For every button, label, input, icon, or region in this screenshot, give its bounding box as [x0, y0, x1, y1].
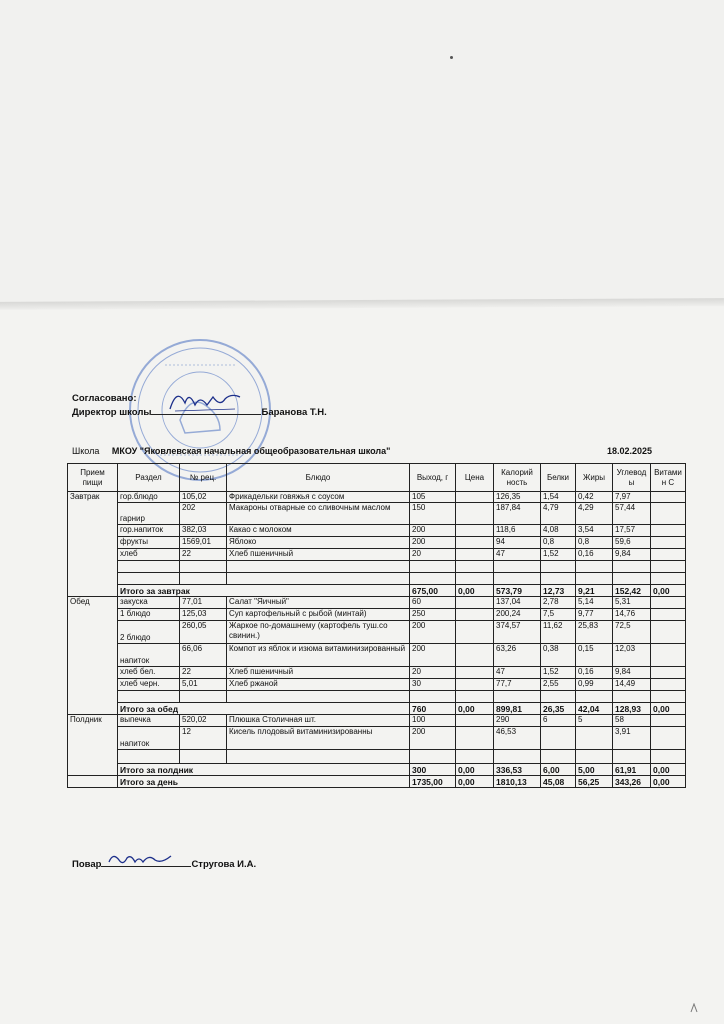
price-cell: [456, 537, 494, 549]
carb-cell: 17,57: [613, 525, 651, 537]
output-cell: 675,00: [410, 585, 456, 597]
table-row: [68, 597, 686, 609]
col-header: Раздел: [118, 464, 180, 492]
carb-cell: 61,91: [613, 764, 651, 776]
cook-signature: [105, 848, 175, 870]
dish-cell: Яблоко: [227, 537, 410, 549]
protein-cell: 1,54: [541, 492, 576, 503]
fat-cell: 0,16: [576, 667, 613, 679]
section-cell: закуска: [118, 597, 180, 609]
kcal-cell: 200,24: [494, 609, 541, 621]
kcal-cell: 77,7: [494, 679, 541, 691]
section-cell: хлеб: [118, 549, 180, 561]
kcal-cell: 47: [494, 667, 541, 679]
vitamin-cell: [651, 727, 686, 750]
output-cell: 20: [410, 667, 456, 679]
price-cell: 0,00: [456, 776, 494, 788]
section-cell: хлеб бел.: [118, 667, 180, 679]
protein-cell: 12,73: [541, 585, 576, 597]
price-cell: [456, 492, 494, 503]
price-cell: [456, 609, 494, 621]
output-cell: 30: [410, 679, 456, 691]
kcal-cell: 899,81: [494, 703, 541, 715]
protein-cell: 2,78: [541, 597, 576, 609]
dish-cell: Плюшка Столичная шт.: [227, 715, 410, 727]
section-cell: хлеб черн.: [118, 679, 180, 691]
output-cell: 760: [410, 703, 456, 715]
empty-row: [68, 561, 686, 573]
table-row: [68, 727, 686, 750]
recipe-cell: 5,01: [180, 679, 227, 691]
col-header: Выход, г: [410, 464, 456, 492]
carb-cell: 128,93: [613, 703, 651, 715]
total-label: Итого за обед: [118, 703, 410, 715]
protein-cell: 0,8: [541, 537, 576, 549]
recipe-cell: 77,01: [180, 597, 227, 609]
vitamin-cell: [651, 597, 686, 609]
recipe-cell: 105,02: [180, 492, 227, 503]
vitamin-cell: [651, 609, 686, 621]
section-cell: 2 блюдо: [118, 621, 180, 644]
fat-cell: 9,21: [576, 585, 613, 597]
table-row: [68, 667, 686, 679]
carb-cell: 152,42: [613, 585, 651, 597]
protein-cell: 4,08: [541, 525, 576, 537]
kcal-cell: 94: [494, 537, 541, 549]
total-row: [68, 585, 686, 597]
empty-row: [68, 750, 686, 764]
table-row: [68, 609, 686, 621]
protein-cell: [541, 727, 576, 750]
section-cell: фрукты: [118, 537, 180, 549]
output-cell: 60: [410, 597, 456, 609]
price-cell: 0,00: [456, 703, 494, 715]
section-cell: гор.блюдо: [118, 492, 180, 503]
protein-cell: 45,08: [541, 776, 576, 788]
cook-label: Повар: [72, 859, 102, 870]
output-cell: 200: [410, 525, 456, 537]
col-header: № рец.: [180, 464, 227, 492]
recipe-cell: 66,06: [180, 644, 227, 667]
table-row: [68, 549, 686, 561]
carb-cell: 14,49: [613, 679, 651, 691]
recipe-cell: 1569,01: [180, 537, 227, 549]
vitamin-cell: [651, 492, 686, 503]
price-cell: [456, 667, 494, 679]
output-cell: 200: [410, 621, 456, 644]
price-cell: [456, 597, 494, 609]
price-cell: 0,00: [456, 764, 494, 776]
section-cell: 1 блюдо: [118, 609, 180, 621]
col-header: Углевод ы: [613, 464, 651, 492]
meal-name: Полдник: [68, 715, 118, 776]
kcal-cell: 1810,13: [494, 776, 541, 788]
dish-cell: Хлеб пшеничный: [227, 667, 410, 679]
dish-cell: Жаркое по-домашнему (картофель туш.со свинин.): [227, 621, 410, 644]
carb-cell: 12,03: [613, 644, 651, 667]
col-header: Прием пищи: [68, 464, 118, 492]
director-name: Баранова Т.Н.: [261, 407, 327, 418]
table-row: [68, 537, 686, 549]
kcal-cell: 47: [494, 549, 541, 561]
dish-cell: Кисель плодовый витаминизированны: [227, 727, 410, 750]
protein-cell: 26,35: [541, 703, 576, 715]
output-cell: 300: [410, 764, 456, 776]
kcal-cell: 63,26: [494, 644, 541, 667]
carb-cell: 9,84: [613, 549, 651, 561]
total-row: [68, 703, 686, 715]
protein-cell: 1,52: [541, 667, 576, 679]
carb-cell: 57,44: [613, 503, 651, 525]
fat-cell: 42,04: [576, 703, 613, 715]
vitamin-cell: [651, 644, 686, 667]
empty-row: [68, 573, 686, 585]
col-header: Цена: [456, 464, 494, 492]
price-cell: [456, 503, 494, 525]
col-header: Витами н С: [651, 464, 686, 492]
protein-cell: 1,52: [541, 549, 576, 561]
recipe-cell: 520,02: [180, 715, 227, 727]
table-row: [68, 503, 686, 525]
approval-title: Согласовано:: [72, 393, 137, 404]
carb-cell: 59,6: [613, 537, 651, 549]
fat-cell: 3,54: [576, 525, 613, 537]
price-cell: [456, 679, 494, 691]
kcal-cell: 336,53: [494, 764, 541, 776]
carb-cell: 5,31: [613, 597, 651, 609]
protein-cell: 11,62: [541, 621, 576, 644]
carb-cell: 3,91: [613, 727, 651, 750]
protein-cell: 6: [541, 715, 576, 727]
school-label: Школа: [72, 446, 100, 456]
vitamin-cell: 0,00: [651, 776, 686, 788]
price-cell: [456, 727, 494, 750]
fat-cell: 5,00: [576, 764, 613, 776]
table-row: [68, 644, 686, 667]
recipe-cell: 125,03: [180, 609, 227, 621]
table-row: [68, 715, 686, 727]
director-signature: [165, 385, 245, 415]
fat-cell: 0,8: [576, 537, 613, 549]
dish-cell: Компот из яблок и изюма витаминизированный: [227, 644, 410, 667]
output-cell: 150: [410, 503, 456, 525]
carb-cell: 343,26: [613, 776, 651, 788]
price-cell: [456, 621, 494, 644]
carb-cell: 7,97: [613, 492, 651, 503]
total-label: Итого за день: [118, 776, 410, 788]
total-label: Итого за полдник: [118, 764, 410, 776]
vitamin-cell: 0,00: [651, 764, 686, 776]
fat-cell: 56,25: [576, 776, 613, 788]
speck: [450, 56, 453, 59]
vitamin-cell: [651, 549, 686, 561]
dish-cell: Суп картофельный с рыбой (минтай): [227, 609, 410, 621]
cook-name: Стругова И.А.: [191, 859, 257, 870]
dish-cell: Салат "Яичный": [227, 597, 410, 609]
fat-cell: 5: [576, 715, 613, 727]
price-cell: 0,00: [456, 585, 494, 597]
corner-mark: [690, 1003, 698, 1013]
price-cell: [456, 644, 494, 667]
section-cell: гор.напиток: [118, 525, 180, 537]
total-row: [68, 764, 686, 776]
kcal-cell: 290: [494, 715, 541, 727]
director-label: Директор школы: [72, 407, 152, 418]
fat-cell: 25,83: [576, 621, 613, 644]
menu-date: 18.02.2025: [607, 446, 653, 456]
kcal-cell: 573,79: [494, 585, 541, 597]
protein-cell: 7,5: [541, 609, 576, 621]
recipe-cell: 22: [180, 549, 227, 561]
table-row: [68, 492, 686, 503]
vitamin-cell: [651, 715, 686, 727]
kcal-cell: 126,35: [494, 492, 541, 503]
recipe-cell: 22: [180, 667, 227, 679]
fat-cell: 4,29: [576, 503, 613, 525]
price-cell: [456, 715, 494, 727]
vitamin-cell: 0,00: [651, 703, 686, 715]
protein-cell: 0,38: [541, 644, 576, 667]
vitamin-cell: 0,00: [651, 585, 686, 597]
kcal-cell: 374,57: [494, 621, 541, 644]
output-cell: 200: [410, 727, 456, 750]
col-header: Белки: [541, 464, 576, 492]
output-cell: 200: [410, 644, 456, 667]
col-header: Калорий ность: [494, 464, 541, 492]
day-total-row: [68, 776, 686, 788]
col-header: Блюдо: [227, 464, 410, 492]
kcal-cell: 46,53: [494, 727, 541, 750]
vitamin-cell: [651, 679, 686, 691]
fat-cell: 0,99: [576, 679, 613, 691]
dish-cell: Фрикадельки говяжья с соусом: [227, 492, 410, 503]
total-label: Итого за завтрак: [118, 585, 410, 597]
fat-cell: 9,77: [576, 609, 613, 621]
carb-cell: 9,84: [613, 667, 651, 679]
dish-cell: Макароны отварные со сливочным маслом: [227, 503, 410, 525]
recipe-cell: 12: [180, 727, 227, 750]
fat-cell: 0,42: [576, 492, 613, 503]
section-cell: напиток: [118, 644, 180, 667]
output-cell: 250: [410, 609, 456, 621]
carb-cell: 58: [613, 715, 651, 727]
school-line: [72, 446, 672, 456]
protein-cell: 6,00: [541, 764, 576, 776]
fat-cell: 0,16: [576, 549, 613, 561]
price-cell: [456, 525, 494, 537]
vitamin-cell: [651, 503, 686, 525]
vitamin-cell: [651, 621, 686, 644]
section-cell: напиток: [118, 727, 180, 750]
menu-table: [67, 463, 686, 788]
fat-cell: [576, 727, 613, 750]
kcal-cell: 137,04: [494, 597, 541, 609]
output-cell: 1735,00: [410, 776, 456, 788]
vitamin-cell: [651, 667, 686, 679]
carb-cell: 14,76: [613, 609, 651, 621]
blank-page-area: [0, 0, 724, 305]
protein-cell: 2,55: [541, 679, 576, 691]
table-row: [68, 679, 686, 691]
dish-cell: Хлеб ржаной: [227, 679, 410, 691]
recipe-cell: 382,03: [180, 525, 227, 537]
output-cell: 20: [410, 549, 456, 561]
output-cell: 105: [410, 492, 456, 503]
price-cell: [456, 549, 494, 561]
fat-cell: 0,15: [576, 644, 613, 667]
section-cell: выпечка: [118, 715, 180, 727]
vitamin-cell: [651, 525, 686, 537]
dish-cell: Какао с молоком: [227, 525, 410, 537]
output-cell: 200: [410, 537, 456, 549]
kcal-cell: 118,6: [494, 525, 541, 537]
kcal-cell: 187,84: [494, 503, 541, 525]
empty-row: [68, 691, 686, 703]
col-header: Жиры: [576, 464, 613, 492]
carb-cell: 72,5: [613, 621, 651, 644]
meal-name: Завтрак: [68, 492, 118, 597]
vitamin-cell: [651, 537, 686, 549]
output-cell: 100: [410, 715, 456, 727]
section-cell: гарнир: [118, 503, 180, 525]
dish-cell: Хлеб пшеничный: [227, 549, 410, 561]
recipe-cell: 202: [180, 503, 227, 525]
protein-cell: 4,79: [541, 503, 576, 525]
header-row: [68, 464, 686, 492]
meal-name: Обед: [68, 597, 118, 715]
table-row: [68, 621, 686, 644]
recipe-cell: 260,05: [180, 621, 227, 644]
school-name: МКОУ "Яковлевская начальная общеобразовательная школа": [111, 446, 391, 456]
fat-cell: 5,14: [576, 597, 613, 609]
table-row: [68, 525, 686, 537]
